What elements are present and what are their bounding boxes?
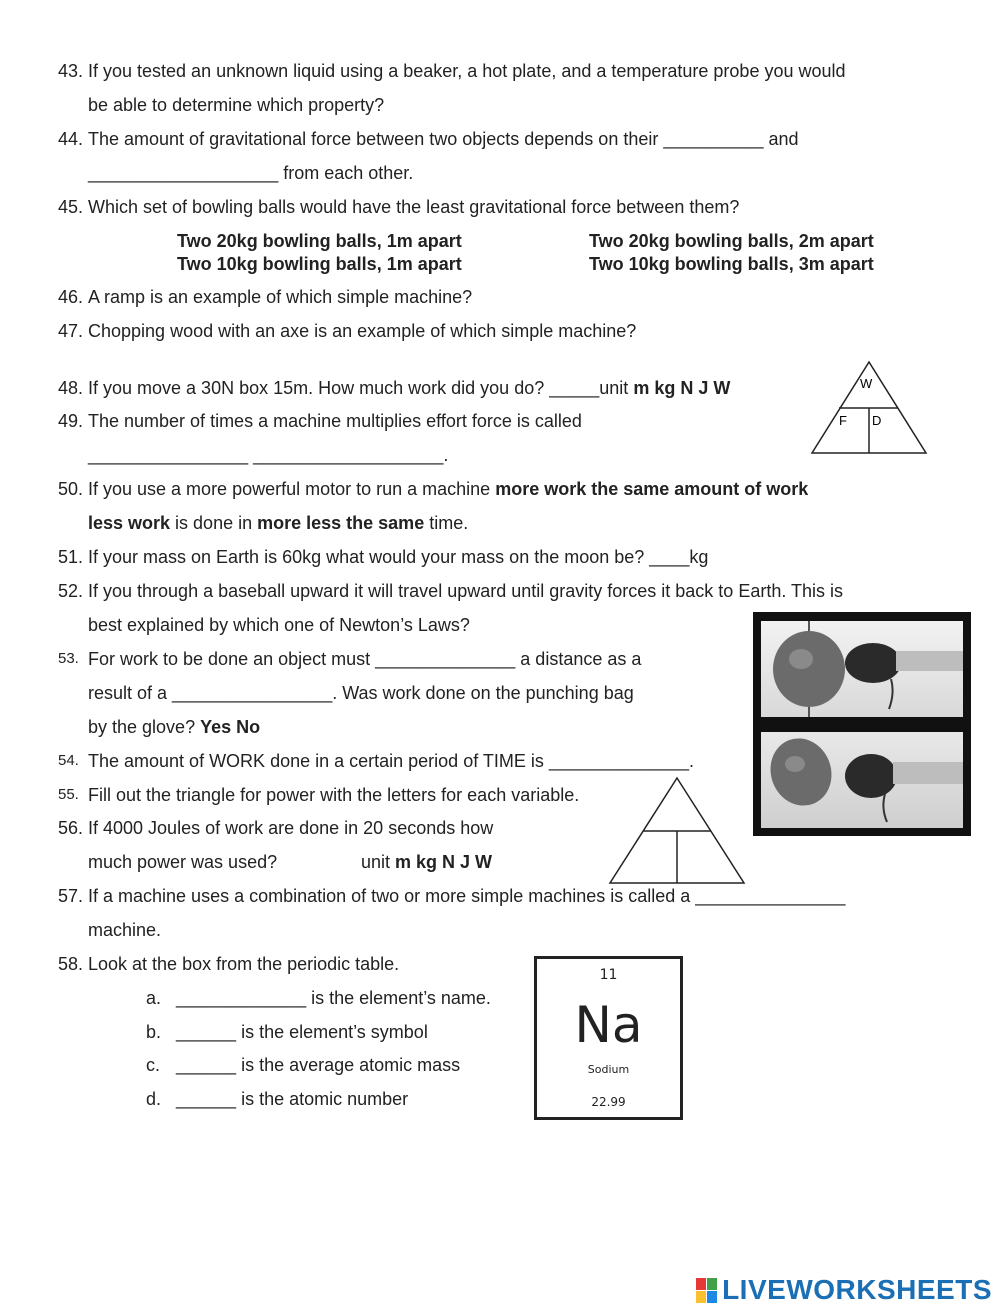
q46-number: 46. bbox=[58, 287, 84, 307]
q58-b-label: b. bbox=[146, 1022, 162, 1042]
q45-text: Which set of bowling balls would have the least gravitational force between them? bbox=[88, 197, 740, 217]
q50-line-2 bbox=[88, 512, 468, 534]
q50-text: If you use a more powerful motor to run a machine bbox=[88, 479, 496, 499]
q52-text-2: best explained by which one of Newton’s Laws? bbox=[88, 615, 470, 635]
q55-number: 55. bbox=[58, 786, 79, 803]
q54-text: The amount of WORK done in a certain period of TIME is ______________. bbox=[88, 751, 695, 771]
q58-a-text: _____________ is the element’s name. bbox=[176, 988, 491, 1008]
q51-text: If your mass on Earth is 60kg what would your mass on the moon be? ____kg bbox=[88, 547, 709, 567]
q43-number: 43. bbox=[58, 61, 84, 81]
q50-number: 50. bbox=[58, 479, 84, 499]
liveworksheets-logo-icon bbox=[696, 1278, 718, 1304]
q44-text-2: ___________________ from each other. bbox=[88, 163, 414, 183]
power-triangle bbox=[608, 776, 746, 886]
q50-text-end: time. bbox=[424, 513, 469, 533]
q45-option-3: Two 10kg bowling balls, 1m apart bbox=[177, 254, 462, 274]
q48-number: 48. bbox=[58, 378, 84, 398]
q47-number: 47. bbox=[58, 321, 84, 341]
q53-yes-no: Yes No bbox=[200, 717, 261, 737]
q48-line bbox=[88, 377, 730, 399]
element-symbol: Na bbox=[574, 996, 643, 1054]
q58-text: Look at the box from the periodic table. bbox=[88, 954, 400, 974]
q49-number: 49. bbox=[58, 411, 84, 431]
punch-scene-1 bbox=[761, 621, 963, 717]
q58-d-text: ______ is the atomic number bbox=[176, 1089, 409, 1109]
punching-bag bbox=[773, 631, 845, 707]
q49-text-2: ________________ ___________________. bbox=[88, 445, 449, 465]
q46-text: A ramp is an example of which simple machine? bbox=[88, 287, 473, 307]
boxing-glove-2 bbox=[845, 754, 897, 798]
arm bbox=[896, 651, 963, 671]
q43-text-2: be able to determine which property? bbox=[88, 95, 385, 115]
q50-text-mid: is done in bbox=[170, 513, 258, 533]
q53-text-2: result of a ________________. Was work done on the punching bag bbox=[88, 683, 634, 703]
element-name: Sodium bbox=[587, 1063, 630, 1076]
q50-choices-1b: less work bbox=[88, 513, 171, 533]
atomic-number: 11 bbox=[599, 967, 618, 983]
q58-c-label: c. bbox=[146, 1055, 161, 1075]
q56-number: 56. bbox=[58, 818, 84, 838]
punching-bag-moved bbox=[761, 732, 841, 814]
q45-option-1: Two 20kg bowling balls, 1m apart bbox=[177, 231, 462, 251]
q53-text: For work to be done an object must ______________ a distance as a bbox=[88, 649, 642, 669]
arm-2 bbox=[893, 762, 963, 784]
q45-option-4: Two 10kg bowling balls, 3m apart bbox=[589, 254, 874, 274]
liveworksheets-brand[interactable]: LIVEWORKSHEETS bbox=[722, 1274, 992, 1305]
q50-choices-2: more less the same bbox=[257, 513, 425, 533]
atomic-mass: 22.99 bbox=[591, 1095, 626, 1109]
q53-text-3: by the glove? bbox=[88, 717, 201, 737]
q58-c-text: ______ is the average atomic mass bbox=[176, 1055, 461, 1075]
q49-text: The number of times a machine multiplies effort force is called bbox=[88, 411, 582, 431]
q53-number: 53. bbox=[58, 650, 79, 667]
q55-text: Fill out the triangle for power with the letters for each variable. bbox=[88, 785, 580, 805]
q58-b-text: ______ is the element’s symbol bbox=[176, 1022, 428, 1042]
q48-text: If you move a 30N box 15m. How much work did you do? _____unit bbox=[88, 378, 634, 398]
triangle-label-work: W bbox=[860, 376, 873, 391]
triangle-label-distance: D bbox=[872, 413, 882, 428]
q57-text-2: machine. bbox=[88, 920, 162, 940]
q56-unit-label: unit bbox=[361, 852, 396, 872]
q43-text: If you tested an unknown liquid using a beaker, a hot plate, and a temperature probe you would bbox=[88, 61, 846, 81]
q56-text: If 4000 Joules of work are done in 20 seconds how bbox=[88, 818, 494, 838]
q45-option-2: Two 20kg bowling balls, 2m apart bbox=[589, 231, 874, 251]
q57-number: 57. bbox=[58, 886, 84, 906]
q44-text: The amount of gravitational force between two objects depends on their __________ and bbox=[88, 129, 799, 149]
photo-before-punch bbox=[761, 621, 963, 717]
q48-units: m kg N J W bbox=[633, 378, 731, 398]
q56-text-2: much power was used? bbox=[88, 852, 278, 872]
q50-choices-1: more work the same amount of work bbox=[495, 479, 809, 499]
q47-text: Chopping wood with an axe is an example of which simple machine? bbox=[88, 321, 637, 341]
periodic-table-box bbox=[534, 956, 683, 1120]
punch-scene-2 bbox=[761, 732, 963, 828]
boxing-glove bbox=[845, 643, 901, 683]
q58-d-label: d. bbox=[146, 1089, 162, 1109]
q44-number: 44. bbox=[58, 129, 84, 149]
work-triangle-diagram bbox=[810, 360, 928, 456]
q56-units: m kg N J W bbox=[395, 852, 493, 872]
q51-number: 51. bbox=[58, 547, 84, 567]
punching-bag-photos bbox=[753, 612, 971, 836]
q52-text: If you through a baseball upward it will travel upward until gravity forces it back to Earth. This is bbox=[88, 581, 844, 601]
q58-number: 58. bbox=[58, 954, 84, 974]
q54-number: 54. bbox=[58, 752, 79, 769]
q57-text: If a machine uses a combination of two or more simple machines is called a _______________ bbox=[88, 886, 846, 906]
q58-a-label: a. bbox=[146, 988, 162, 1008]
triangle-label-force: F bbox=[839, 413, 847, 428]
photo-after-punch bbox=[761, 732, 963, 828]
q56-unit-line bbox=[361, 851, 492, 873]
q52-number: 52. bbox=[58, 581, 84, 601]
q45-number: 45. bbox=[58, 197, 84, 217]
q50-line-1 bbox=[88, 478, 808, 500]
q53-line-3 bbox=[88, 716, 260, 738]
